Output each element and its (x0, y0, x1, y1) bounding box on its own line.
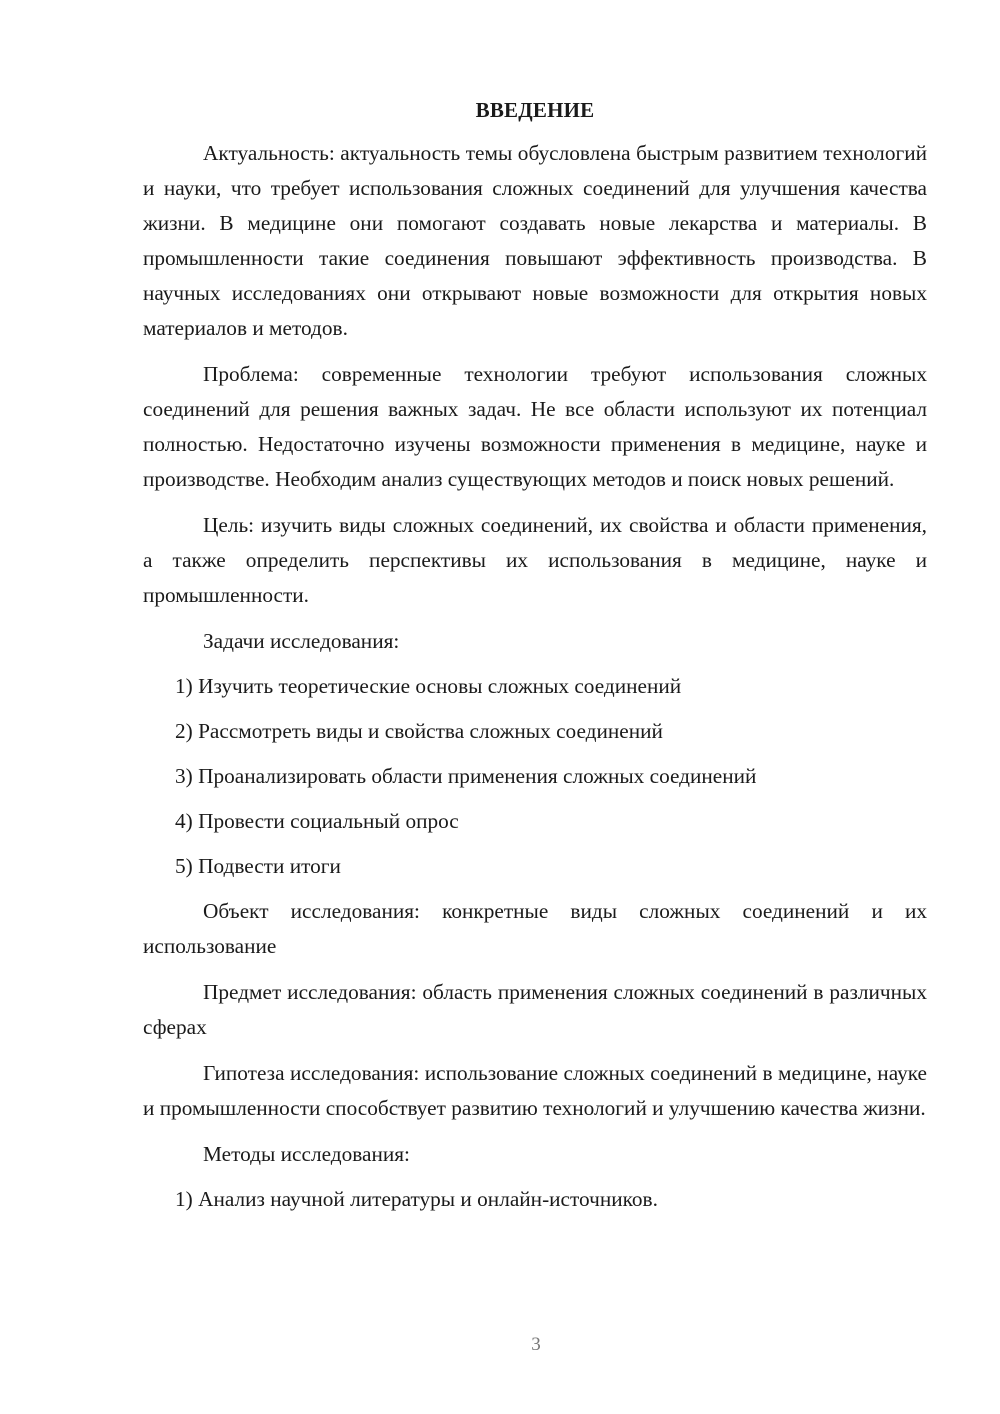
task-item-4: 4) Провести социальный опрос (175, 809, 459, 833)
subject-paragraph: Предмет исследования: область применения сложных соединений в различных сферах (143, 980, 927, 1039)
section-title: ВВЕДЕНИЕ (475, 98, 595, 122)
page-number: 3 (531, 1334, 541, 1355)
methods-heading: Методы исследования: (203, 1142, 410, 1166)
task-item-5: 5) Подвести итоги (175, 854, 341, 878)
method-item-1: 1) Анализ научной литературы и онлайн-источников. (175, 1187, 658, 1211)
page-content (143, 96, 927, 1227)
goal-paragraph: Цель: изучить виды сложных соединений, их свойства и области применения, а также определить перспективы их использования в медицине, науке и промышленности. (143, 513, 927, 607)
object-paragraph: Объект исследования: конкретные виды сложных соединений и их использование (143, 899, 927, 958)
problem-paragraph: Проблема: современные технологии требуют использования сложных соединений для решения важных задач. Не все области используют их потенциал полностью. Недостаточно изучены возможности применения в медицине, науке и производстве. Необходим анализ существующих методов и поиск новых решений. (143, 362, 927, 491)
task-item-3: 3) Проанализировать области применения сложных соединений (175, 764, 757, 788)
hypothesis-paragraph: Гипотеза исследования: использование сложных соединений в медицине, науке и промышленности способствует развитию технологий и улучшению качества жизни. (143, 1061, 927, 1120)
task-item-1: 1) Изучить теоретические основы сложных соединений (175, 674, 682, 698)
task-item-2: 2) Рассмотреть виды и свойства сложных соединений (175, 719, 663, 743)
relevance-paragraph: Актуальность: актуальность темы обусловлена быстрым развитием технологий и науки, что требует использования сложных соединений для улучшения качества жизни. В медицине они помогают создавать новые лекарства и материалы. В промышленности такие соединения повышают эффективность производства. В научных исследованиях они открывают новые возможности для открытия новых материалов и методов. (143, 141, 927, 340)
tasks-heading: Задачи исследования: (203, 629, 400, 653)
